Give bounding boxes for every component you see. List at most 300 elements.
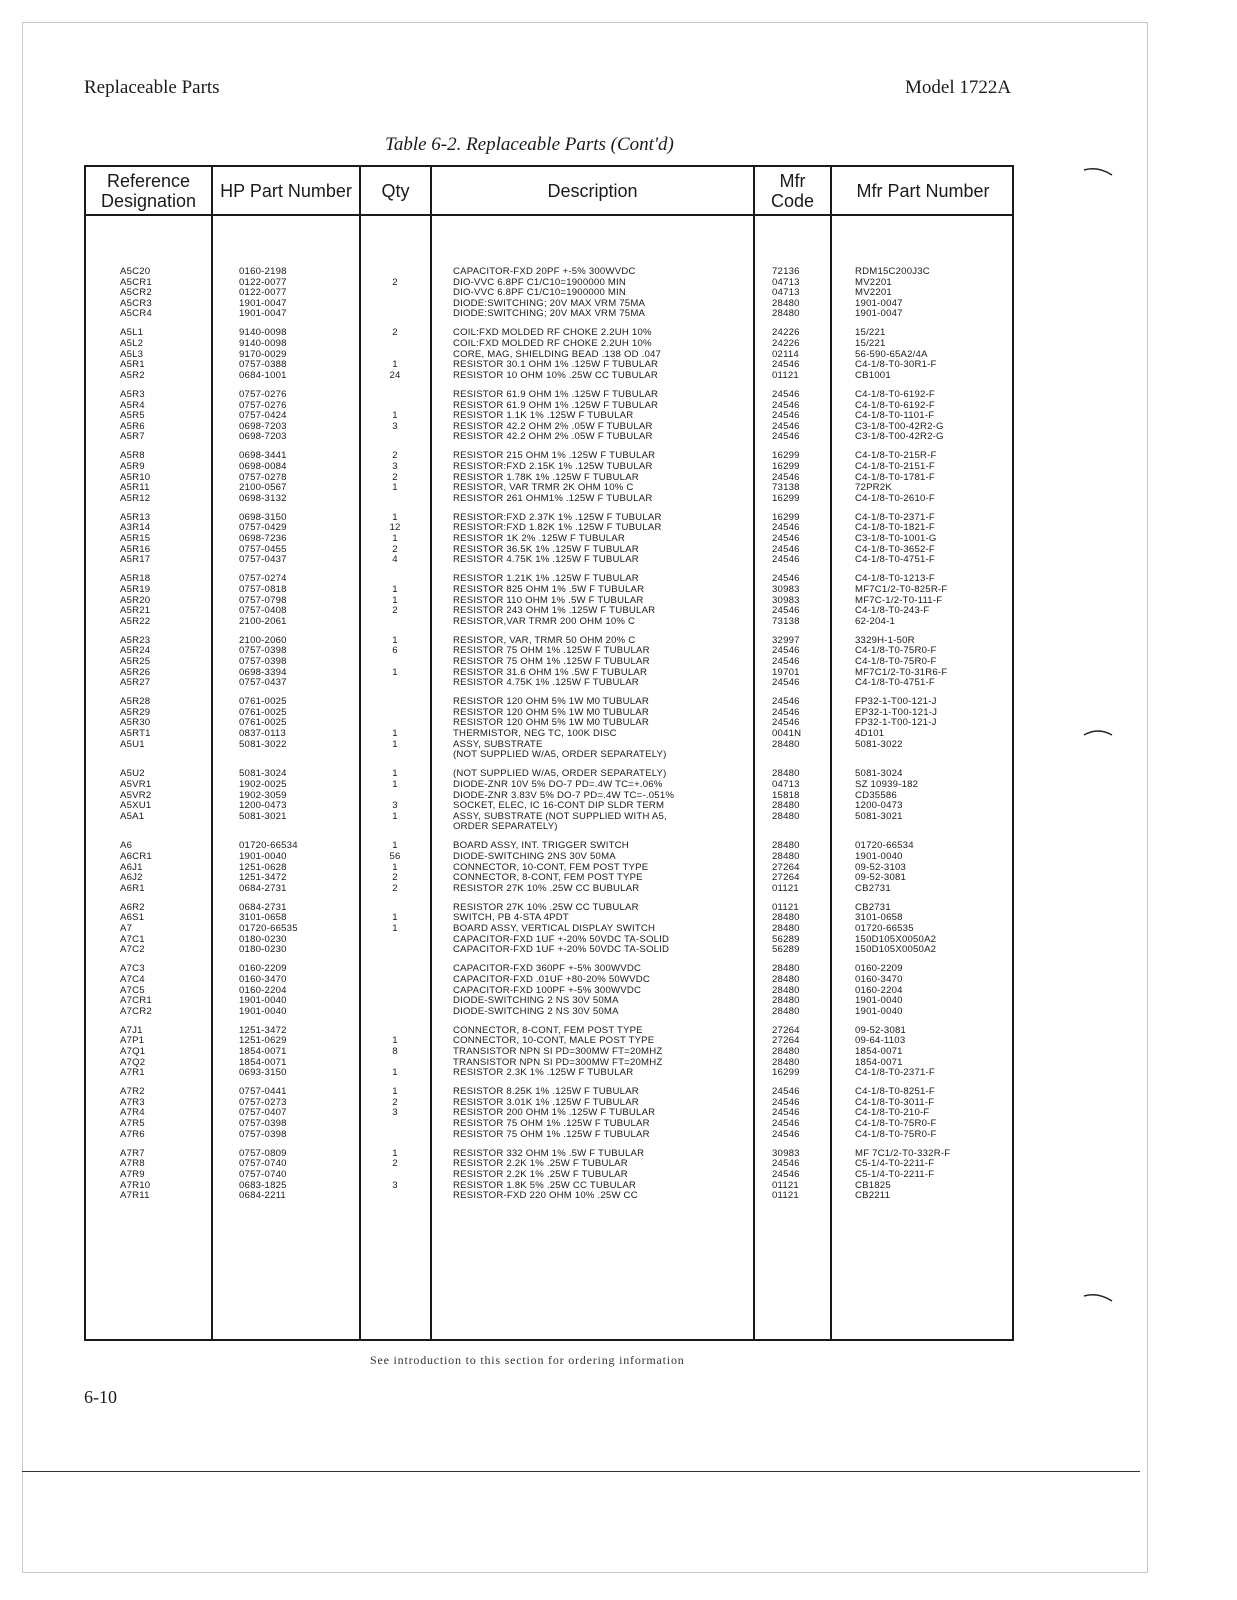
qty-cell: 3: [392, 420, 398, 432]
ref-designation-cell: A5L3: [120, 348, 144, 360]
qty-cell: 2: [392, 543, 398, 555]
ref-designation-cell: A5A1: [120, 810, 145, 822]
description-cell: RESISTOR 1.1K 1% .125W F TUBULAR: [453, 410, 634, 422]
table-row: [84, 657, 1014, 668]
hp-part-number-cell: 0757-0740: [239, 1168, 287, 1180]
page-number: 6-10: [84, 1387, 117, 1407]
column-header-mfr-code-line2: Code: [770, 190, 815, 211]
mfr-code-cell: 28480: [772, 923, 800, 935]
ref-designation-cell: A5R3: [120, 388, 145, 400]
mfr-code-cell: 01121: [772, 1190, 799, 1202]
description-cell: ASSY, SUBSTRATE: [453, 738, 543, 750]
ref-designation-cell: A7R8: [120, 1158, 145, 1170]
hp-part-number-cell: 0684-2731: [239, 882, 287, 894]
qty-cell: 1: [392, 511, 398, 523]
ref-designation-cell: A7C1: [120, 933, 145, 945]
qty-cell: 1: [392, 410, 398, 422]
hp-part-number-cell: 0698-3394: [239, 666, 287, 678]
mfr-code-cell: 56289: [772, 944, 800, 956]
hp-part-number-cell: 0761-0025: [239, 696, 287, 708]
parts-group: [84, 267, 1014, 320]
qty-cell: 1: [392, 738, 398, 750]
hp-part-number-cell: 1854-0071: [239, 1046, 287, 1057]
description-cell: RESISTOR 10 OHM 10% .25W CC TUBULAR: [453, 369, 658, 381]
description-cell: DIODE-SWITCHING 2 NS 30V 50MA: [453, 995, 619, 1007]
mfr-code-cell: 0041N: [772, 728, 802, 740]
qty-cell: 1: [392, 923, 398, 935]
mfr-part-number-cell: 5081-3021: [855, 810, 903, 822]
ref-designation-cell: A5RT1: [120, 728, 151, 740]
table-row: [84, 390, 1014, 401]
ref-designation-cell: A7R7: [120, 1147, 145, 1159]
mfr-part-number-cell: CD35586: [855, 789, 897, 801]
mfr-code-cell: 24546: [772, 471, 800, 483]
mfr-code-cell: 28480: [772, 810, 800, 822]
parts-group: [84, 513, 1014, 566]
hp-part-number-cell: 0761-0025: [239, 717, 287, 729]
qty-cell: 1: [392, 1086, 398, 1098]
ref-designation-cell: A5XU1: [120, 800, 152, 812]
hp-part-number-cell: 01720-66534: [239, 840, 298, 852]
mfr-code-cell: 04713: [772, 287, 800, 299]
table-row: [84, 267, 1014, 278]
ref-designation-cell: A5CR1: [120, 276, 152, 288]
ref-designation-cell: A5L1: [120, 327, 144, 339]
section-header: Replaceable Parts: [84, 77, 220, 98]
parts-group: [84, 1087, 1014, 1140]
description-cell: DIO-VVC 6.8PF C1/C10=1900000 MIN: [453, 276, 627, 288]
mfr-part-number-cell: C4-1/8-T0-1101-F: [855, 410, 935, 422]
mfr-code-cell: 28480: [772, 738, 800, 750]
table-row: [84, 852, 1014, 863]
table-row: [84, 1047, 1014, 1058]
ref-designation-cell: A7J1: [120, 1024, 143, 1036]
ref-designation-cell: A7R1: [120, 1067, 145, 1079]
mfr-code-cell: 28480: [772, 963, 800, 975]
mfr-part-number-cell: 1901-0040: [855, 851, 903, 862]
mfr-part-number-cell: 1901-0040: [855, 1005, 903, 1017]
mfr-part-number-cell: C4-1/8-T0-4751-F: [855, 677, 935, 689]
ref-designation-cell: A7CR2: [120, 1005, 152, 1017]
column-header-mfr-code: [755, 167, 830, 214]
description-cell: CAPACITOR-FXD 360PF +-5% 300WVDC: [453, 963, 642, 975]
mfr-part-number-cell: 72PR2K: [855, 482, 892, 494]
ref-designation-cell: A5R22: [120, 615, 151, 627]
hp-part-number-cell: 0757-0398: [239, 1128, 287, 1140]
qty-cell: 1: [392, 840, 398, 852]
page-border-right: [1147, 22, 1148, 1572]
qty-cell: 1: [392, 594, 398, 606]
mfr-code-cell: 32997: [772, 634, 800, 646]
mfr-code-cell: 01121: [772, 1179, 799, 1191]
hp-part-number-cell: 9140-0098: [239, 338, 287, 350]
ref-designation-cell: A7R5: [120, 1118, 145, 1130]
description-cell: CONNECTOR, 8-CONT, FEM POST TYPE: [453, 872, 643, 884]
mfr-part-number-cell: C4-1/8-T0-3011-F: [855, 1096, 935, 1108]
mfr-part-number-cell: C4-1/8-T0-2371-F: [855, 511, 935, 523]
qty-cell: 1: [392, 1067, 398, 1079]
qty-cell: 2: [392, 327, 398, 339]
ref-designation-cell: A5R4: [120, 399, 145, 411]
hp-part-number-cell: 9140-0098: [239, 327, 287, 339]
description-cell: RESISTOR 4.75K 1% .125W F TUBULAR: [453, 554, 639, 566]
mfr-part-number-cell: 09-52-3103: [855, 861, 907, 873]
parts-group: [84, 1026, 1014, 1079]
qty-cell: 2: [392, 471, 398, 483]
ref-designation-cell: A5R24: [120, 645, 151, 657]
description-cell: CAPACITOR-FXD 1UF +-20% 50VDC TA-SOLID: [453, 944, 670, 956]
mfr-code-cell: 24546: [772, 399, 800, 411]
table-row: [84, 1191, 1014, 1202]
mfr-code-cell: 15818: [772, 789, 800, 801]
ref-designation-cell: A5R26: [120, 666, 151, 678]
hp-part-number-cell: 2100-2060: [239, 634, 287, 646]
qty-cell: 2: [392, 882, 398, 894]
description-cell: RESISTOR 75 OHM 1% .125W F TUBULAR: [453, 1118, 650, 1130]
ref-designation-cell: A7C5: [120, 984, 145, 996]
mfr-part-number-cell: 01720-66534: [855, 840, 914, 852]
hp-part-number-cell: 0757-0798: [239, 594, 287, 606]
mfr-part-number-cell: C5-1/4-T0-2211-F: [855, 1158, 935, 1170]
mfr-part-number-cell: MF7C1/2-T0-31R6-F: [855, 666, 948, 678]
mfr-code-cell: 01121: [772, 369, 799, 381]
qty-cell: 2: [392, 1096, 398, 1108]
mfr-code-cell: 27264: [772, 861, 800, 873]
mfr-part-number-cell: MV2201: [855, 276, 892, 288]
mfr-part-number-cell: C4-1/8-T0-75R0-F: [855, 656, 937, 667]
description-cell: RESISTOR 36.5K 1% .125W F TUBULAR: [453, 543, 639, 555]
description-cell: CAPACITOR-FXD 1UF +-20% 50VDC TA-SOLID: [453, 933, 670, 945]
column-header-description: [432, 167, 753, 214]
ref-designation-cell: A5VR2: [120, 789, 152, 801]
description-cell: RESISTOR 3.01K 1% .125W F TUBULAR: [453, 1096, 639, 1108]
description-cell: ASSY, SUBSTRATE (NOT SUPPLIED WITH A5,: [453, 810, 667, 822]
ref-designation-cell: A5R2: [120, 369, 145, 381]
mfr-code-cell: 16299: [772, 461, 800, 472]
model-header: Model 1722A: [905, 77, 1012, 98]
table-row: [84, 884, 1014, 895]
hp-part-number-cell: 1251-3472: [239, 1024, 287, 1036]
hp-part-number-cell: 0683-1825: [239, 1179, 287, 1191]
mfr-code-cell: 24546: [772, 533, 800, 545]
table-row: [84, 750, 1014, 761]
margin-mark: [1083, 727, 1113, 737]
ref-designation-cell: A7R2: [120, 1086, 145, 1098]
table-row: [84, 1007, 1014, 1018]
table-row: [84, 780, 1014, 791]
qty-cell: 3: [392, 800, 398, 812]
mfr-part-number-cell: 1901-0047: [855, 297, 903, 309]
hp-part-number-cell: 01720-66535: [239, 923, 298, 935]
description-cell: RESISTOR, VAR, TRMR 50 OHM 20% C: [453, 634, 636, 646]
description-cell: DIO-VVC 6.8PF C1/C10=1900000 MIN: [453, 287, 627, 299]
mfr-code-cell: 24546: [772, 543, 800, 555]
mfr-part-number-cell: 5081-3022: [855, 738, 903, 750]
page-border-bottom: [22, 1572, 1148, 1573]
description-cell: RESISTOR 825 OHM 1% .5W F TUBULAR: [453, 583, 645, 595]
table-title: Table 6-2. Replaceable Parts (Cont'd): [385, 134, 674, 155]
mfr-part-number-cell: C4-1/8-T0-3652-F: [855, 543, 935, 555]
description-cell: RESISTOR:FXD 1.82K 1% .125W F TUBULAR: [453, 522, 662, 534]
description-cell: RESISTOR 8.25K 1% .125W F TUBULAR: [453, 1086, 639, 1098]
hp-part-number-cell: 0757-0424: [239, 410, 287, 422]
mfr-part-number-cell: 56-590-65A2/4A: [855, 348, 928, 360]
ref-designation-cell: A5CR3: [120, 297, 152, 309]
mfr-code-cell: 24546: [772, 431, 800, 443]
mfr-part-number-cell: C4-1/8-T0-1821-F: [855, 522, 935, 534]
mfr-code-cell: 28480: [772, 1005, 800, 1017]
description-cell: RESISTOR, VAR TRMR 2K OHM 10% C: [453, 482, 634, 494]
hp-part-number-cell: 0684-2211: [239, 1190, 286, 1202]
table-row: [84, 462, 1014, 473]
mfr-code-cell: 24226: [772, 338, 800, 350]
description-cell: RESISTOR 120 OHM 5% 1W M0 TUBULAR: [453, 696, 650, 708]
ref-designation-cell: A6S1: [120, 912, 145, 924]
description-cell: (NOT SUPPLIED W/A5, ORDER SEPARATELY): [453, 749, 667, 761]
ref-designation-cell: A5C20: [120, 266, 151, 277]
description-cell: CONNECTOR, 10-CONT, MALE POST TYPE: [453, 1035, 655, 1047]
qty-cell: 2: [392, 1158, 398, 1170]
qty-cell: 2: [392, 276, 398, 288]
mfr-code-cell: 24226: [772, 327, 800, 339]
description-cell: RESISTOR 2.2K 1% .25W F TUBULAR: [453, 1168, 628, 1180]
hp-part-number-cell: 1901-0040: [239, 995, 287, 1007]
mfr-code-cell: 27264: [772, 1035, 800, 1047]
description-cell: RESISTOR 332 OHM 1% .5W F TUBULAR: [453, 1147, 645, 1159]
mfr-part-number-cell: C5-1/4-T0-2211-F: [855, 1168, 935, 1180]
hp-part-number-cell: 0698-3132: [239, 492, 287, 504]
ref-designation-cell: A5CR4: [120, 308, 152, 320]
mfr-part-number-cell: 15/221: [855, 338, 886, 350]
mfr-code-cell: 24546: [772, 420, 800, 432]
table-row: [84, 494, 1014, 505]
ref-designation-cell: A5R28: [120, 696, 151, 708]
mfr-part-number-cell: C4-1/8-T0-210-F: [855, 1107, 930, 1119]
ref-designation-cell: A5R21: [120, 605, 151, 617]
description-cell: RESISTOR-FXD 220 OHM 10% .25W CC: [453, 1190, 638, 1202]
ref-designation-cell: A7CR1: [120, 995, 152, 1007]
ref-designation-cell: A5R6: [120, 420, 145, 432]
hp-part-number-cell: 0122-0077: [239, 287, 287, 299]
hp-part-number-cell: 0698-3441: [239, 450, 287, 462]
qty-cell: 2: [392, 450, 398, 462]
ref-designation-cell: A5R30: [120, 717, 151, 729]
parts-group: [84, 1149, 1014, 1202]
mfr-code-cell: 24546: [772, 706, 800, 718]
qty-cell: 2: [392, 872, 398, 884]
ref-designation-cell: A6J2: [120, 872, 143, 884]
ref-designation-cell: A5R9: [120, 461, 145, 472]
ref-designation-cell: A5U2: [120, 768, 145, 780]
hp-part-number-cell: 1251-0628: [239, 861, 287, 873]
hp-part-number-cell: 0180-0230: [239, 933, 287, 945]
mfr-part-number-cell: MF7C1/2-T0-825R-F: [855, 583, 948, 595]
description-cell: CORE, MAG, SHIELDING BEAD .138 OD .047: [453, 348, 662, 360]
qty-cell: 1: [392, 634, 398, 646]
qty-cell: 3: [392, 1179, 398, 1191]
hp-part-number-cell: 3101-0658: [239, 912, 287, 924]
mfr-code-cell: 24546: [772, 605, 800, 617]
mfr-part-number-cell: 0160-2204: [855, 984, 903, 996]
mfr-code-cell: 24546: [772, 1158, 800, 1170]
hp-part-number-cell: 0160-2209: [239, 963, 287, 975]
description-cell: CAPACITOR-FXD .01UF +80-20% 50WVDC: [453, 973, 651, 985]
mfr-code-cell: 04713: [772, 778, 800, 790]
scan-rule: [22, 1471, 1140, 1472]
table-row: [84, 309, 1014, 320]
description-cell: TRANSISTOR NPN SI PD=300MW FT=20MHZ: [453, 1056, 663, 1068]
description-cell: CAPACITOR-FXD 20PF +-5% 300WVDC: [453, 266, 636, 277]
ref-designation-cell: A7R4: [120, 1107, 145, 1119]
hp-part-number-cell: 0757-0398: [239, 656, 287, 667]
mfr-code-cell: 28480: [772, 851, 800, 862]
mfr-part-number-cell: C4-1/8-T0-2610-F: [855, 492, 935, 504]
mfr-part-number-cell: 3101-0658: [855, 912, 903, 924]
qty-cell: 1: [392, 482, 398, 494]
mfr-code-cell: 24546: [772, 1118, 800, 1130]
mfr-code-cell: 19701: [772, 666, 800, 678]
hp-part-number-cell: 9170-0029: [239, 348, 287, 360]
ref-designation-cell: A7: [120, 923, 133, 935]
parts-group: [84, 697, 1014, 761]
ref-designation-cell: A5R11: [120, 482, 150, 494]
description-cell: RESISTOR 75 OHM 1% .125W F TUBULAR: [453, 1128, 650, 1140]
column-header-reference-line2: Designation: [100, 190, 197, 211]
hp-part-number-cell: 5081-3021: [239, 810, 287, 822]
hp-part-number-cell: 0698-7203: [239, 431, 287, 443]
description-cell: DIODE:SWITCHING; 20V MAX VRM 75MA: [453, 308, 646, 320]
ref-designation-cell: A5U1: [120, 738, 145, 750]
ref-designation-cell: A5R19: [120, 583, 151, 595]
mfr-code-cell: 01121: [772, 901, 799, 913]
mfr-code-cell: 28480: [772, 912, 800, 924]
ref-designation-cell: A7R11: [120, 1190, 150, 1202]
hp-part-number-cell: 1901-0047: [239, 308, 287, 320]
hp-part-number-cell: 0757-0274: [239, 573, 287, 585]
table-row: [84, 617, 1014, 628]
ref-designation-cell: A5R13: [120, 511, 151, 523]
description-cell: SOCKET, ELEC, IC 16-CONT DIP SLDR TERM: [453, 800, 665, 812]
ref-designation-cell: A6R1: [120, 882, 145, 894]
ref-designation-cell: A5R18: [120, 573, 151, 585]
mfr-part-number-cell: FP32-1-T00-121-J: [855, 717, 937, 729]
parts-group: [84, 903, 1014, 956]
mfr-part-number-cell: C4-1/8-T0-215R-F: [855, 450, 937, 462]
hp-part-number-cell: 0757-0398: [239, 645, 287, 657]
ref-designation-cell: A5R27: [120, 677, 151, 689]
description-cell: RESISTOR 1.8K 5% .25W CC TUBULAR: [453, 1179, 637, 1191]
hp-part-number-cell: 0757-0455: [239, 543, 287, 555]
mfr-code-cell: 73138: [772, 615, 800, 627]
hp-part-number-cell: 0757-0408: [239, 605, 287, 617]
mfr-code-cell: 24546: [772, 677, 800, 689]
mfr-part-number-cell: C3-1/8-T00-42R2-G: [855, 431, 944, 443]
margin-mark: [1083, 1292, 1113, 1302]
description-cell: COIL:FXD MOLDED RF CHOKE 2.2UH 10%: [453, 327, 652, 339]
column-header-qty-label: Qty: [381, 180, 410, 201]
description-cell: RESISTOR 2.2K 1% .25W F TUBULAR: [453, 1158, 628, 1170]
ref-designation-cell: A5R1: [120, 359, 145, 371]
parts-group: [84, 636, 1014, 689]
mfr-code-cell: 28480: [772, 973, 800, 985]
hp-part-number-cell: 0757-0437: [239, 554, 287, 566]
hp-part-number-cell: 0160-2204: [239, 984, 287, 996]
column-header-reference-line1: Reference: [106, 170, 191, 191]
description-cell: SWITCH, PB 4-STA 4PDT: [453, 912, 569, 924]
description-cell: RESISTOR 1K 2% .125W F TUBULAR: [453, 533, 625, 545]
ref-designation-cell: A7Q1: [120, 1046, 146, 1057]
description-cell: RESISTOR 120 OHM 5% 1W M0 TUBULAR: [453, 706, 650, 718]
description-cell: RESISTOR 75 OHM 1% .125W F TUBULAR: [453, 645, 650, 657]
mfr-part-number-cell: C4-1/8-T0-2371-F: [855, 1067, 935, 1079]
mfr-part-number-cell: C4-1/8-T0-243-F: [855, 605, 930, 617]
hp-part-number-cell: 0757-0388: [239, 359, 287, 371]
mfr-part-number-cell: 1854-0071: [855, 1046, 903, 1057]
mfr-part-number-cell: 15/221: [855, 327, 886, 339]
mfr-part-number-cell: 150D105X0050A2: [855, 944, 937, 956]
hp-part-number-cell: 0698-3150: [239, 511, 287, 523]
description-cell: CAPACITOR-FXD 100PF +-5% 300WVDC: [453, 984, 642, 996]
mfr-code-cell: 24546: [772, 554, 800, 566]
parts-group: [84, 769, 1014, 833]
description-cell: RESISTOR,VAR TRMR 200 OHM 10% C: [453, 615, 636, 627]
hp-part-number-cell: 0122-0077: [239, 276, 287, 288]
mfr-part-number-cell: C4-1/8-T0-2151-F: [855, 461, 935, 472]
ref-designation-cell: A7R3: [120, 1096, 145, 1108]
mfr-code-cell: 30983: [772, 583, 800, 595]
description-cell: RESISTOR 27K 10% .25W CC BUBULAR: [453, 882, 640, 894]
hp-part-number-cell: 0837-0113: [239, 728, 286, 740]
description-cell: BOARD ASSY, VERTICAL DISPLAY SWITCH: [453, 923, 656, 935]
mfr-code-cell: 16299: [772, 1067, 800, 1079]
mfr-part-number-cell: SZ 10939-182: [855, 778, 919, 790]
description-cell: RESISTOR 61.9 OHM 1% .125W F TUBULAR: [453, 388, 659, 400]
mfr-code-cell: 16299: [772, 492, 800, 504]
mfr-part-number-cell: EP32-1-T00-121-J: [855, 706, 938, 718]
hp-part-number-cell: 0757-0818: [239, 583, 287, 595]
hp-part-number-cell: 0684-1001: [239, 369, 287, 381]
mfr-part-number-cell: FP32-1-T00-121-J: [855, 696, 937, 708]
qty-cell: 1: [392, 1147, 398, 1159]
parts-group: [84, 964, 1014, 1017]
qty-cell: 1: [392, 768, 398, 780]
mfr-code-cell: 24546: [772, 696, 800, 708]
ref-designation-cell: A7C2: [120, 944, 145, 956]
qty-cell: 1: [392, 583, 398, 595]
description-cell: RESISTOR 215 OHM 1% .125W F TUBULAR: [453, 450, 656, 462]
description-cell: (NOT SUPPLIED W/A5, ORDER SEPARATELY): [453, 768, 667, 780]
mfr-part-number-cell: 01720-66535: [855, 923, 914, 935]
hp-part-number-cell: 0757-0398: [239, 1118, 287, 1130]
qty-cell: 56: [389, 851, 401, 862]
hp-part-number-cell: 0160-3470: [239, 973, 287, 985]
hp-part-number-cell: 1854-0071: [239, 1056, 287, 1068]
hp-part-number-cell: 0693-3150: [239, 1067, 287, 1079]
mfr-part-number-cell: 62-204-1: [855, 615, 896, 627]
hp-part-number-cell: 0757-0273: [239, 1096, 287, 1108]
table-row: [84, 678, 1014, 689]
mfr-part-number-cell: MV2201: [855, 287, 892, 299]
mfr-part-number-cell: CB1001: [855, 369, 891, 381]
mfr-part-number-cell: C4-1/8-T0-6192-F: [855, 399, 935, 411]
table-row: [84, 432, 1014, 443]
mfr-part-number-cell: 1901-0040: [855, 995, 903, 1007]
hp-part-number-cell: 0761-0025: [239, 706, 287, 718]
qty-cell: 1: [392, 810, 398, 822]
table-row: [84, 975, 1014, 986]
ordering-note: See introduction to this section for ordering information: [370, 1353, 685, 1367]
mfr-code-cell: 24546: [772, 410, 800, 422]
